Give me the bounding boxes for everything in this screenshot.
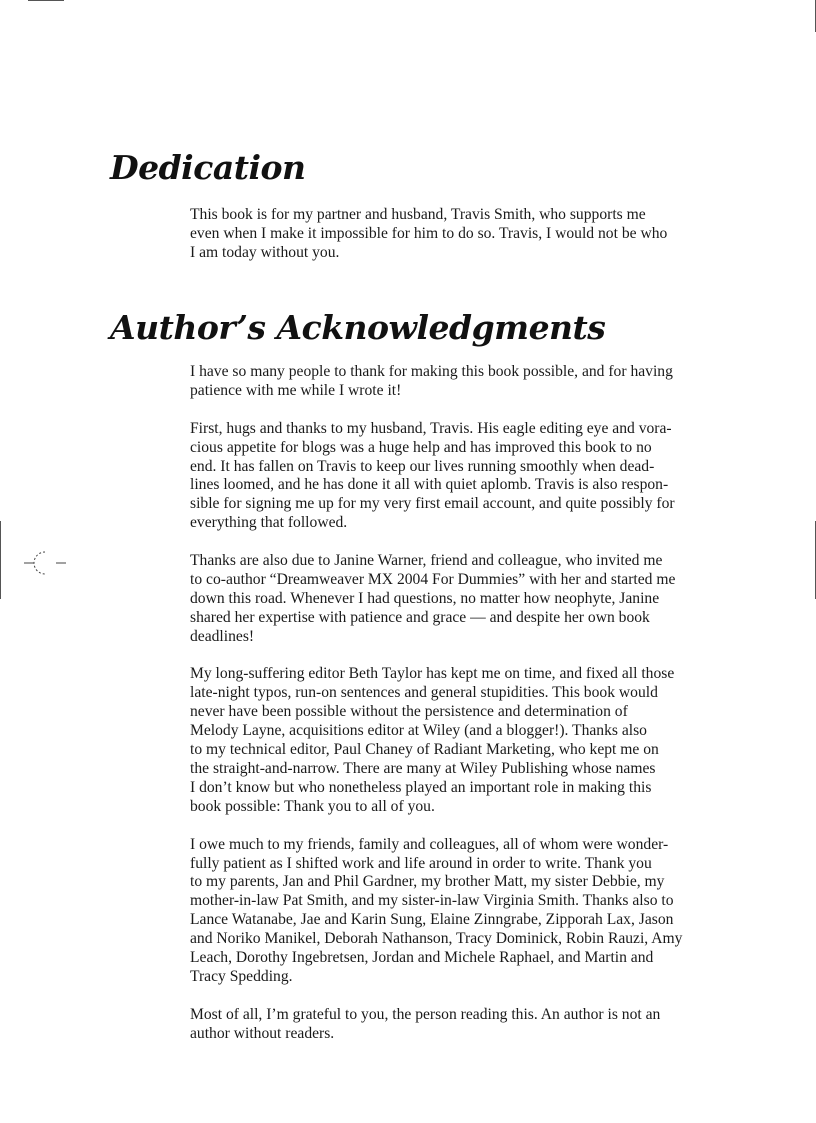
acknowledgments-heading: Author’s Acknowledgments: [110, 308, 606, 347]
text-line: I have so many people to thank for making this book possible, and for having: [190, 363, 673, 380]
text-line: Melody Layne, acquisitions editor at Wiley (and a blogger!). Thanks also: [190, 722, 647, 740]
text-line: the straight-and-narrow. There are many at Wiley Publishing whose names: [190, 759, 656, 777]
text-line: Tracy Spedding.: [190, 967, 293, 985]
text-line: everything that followed.: [190, 514, 348, 532]
text-line: even when I make it impossible for him to do so. Travis, I would not be who: [190, 224, 668, 242]
text-line: cious appetite for blogs was a huge help and has improved this book to no: [190, 438, 652, 456]
dedication-text: [190, 206, 706, 263]
text-line: mother-in-law Pat Smith, and my sister-in-law Virginia Smith. Thanks also to: [190, 892, 674, 910]
text-line: to my technical editor, Paul Chaney of Radiant Marketing, who kept me on: [190, 741, 659, 759]
text-line: I owe much to my friends, family and colleagues, all of whom were wonder-: [190, 835, 669, 853]
text-line: lines loomed, and he has done it all with quiet aplomb. Travis is also respon-: [190, 476, 669, 494]
paragraph: [190, 363, 706, 401]
text-line: fully patient as I shifted work and life around in order to write. Thank you: [190, 854, 652, 872]
text-line: down this road. Whenever I had questions, no matter how neophyte, Janine: [190, 589, 660, 607]
text-line: sible for signing me up for my very first email account, and quite possibly for: [190, 495, 675, 513]
paragraph: [190, 665, 706, 816]
acknowledgments-text: [190, 363, 706, 1044]
text-line: shared her expertise with patience and grace — and despite her own book: [190, 608, 650, 626]
paragraph: [190, 836, 706, 987]
text-line: First, hugs and thanks to my husband, Travis. His eagle editing eye and vora-: [190, 419, 672, 437]
text-line: Most of all, I’m grateful to you, the person reading this. An author is not an: [190, 1005, 661, 1023]
text-line: late-night typos, run-on sentences and general stupidities. This book would: [190, 684, 658, 702]
text-line: I don’t know but who nonetheless played an important role in making this: [190, 778, 652, 796]
crop-mark-top: [28, 0, 64, 1]
paragraph: [190, 1006, 706, 1044]
text-line: author without readers.: [190, 1024, 335, 1042]
paragraph: [190, 420, 706, 533]
paragraph: [190, 552, 706, 647]
text-line: deadlines!: [190, 627, 255, 645]
dedication-heading: Dedication: [110, 148, 306, 187]
text-line: Leach, Dorothy Ingebretsen, Jordan and Michele Raphael, and Martin and: [190, 949, 654, 967]
text-line: I am today without you.: [190, 243, 340, 261]
text-line: book possible: Thank you to all of you.: [190, 797, 435, 815]
text-line: patience with me while I wrote it!: [190, 381, 402, 399]
text-line: to co-author “Dreamweaver MX 2004 For Dummies” with her and started me: [190, 570, 676, 588]
text-line: end. It has fallen on Travis to keep our lives running smoothly when dead-: [190, 457, 655, 475]
registration-mark-icon: [24, 550, 66, 576]
text-line: and Noriko Manikel, Deborah Nathanson, Tracy Dominick, Robin Rauzi, Amy: [190, 930, 683, 948]
paragraph: [190, 206, 706, 263]
text-line: never have been possible without the persistence and determination of: [190, 703, 628, 721]
text-line: Thanks are also due to Janine Warner, friend and colleague, who invited me: [190, 552, 663, 570]
text-line: My long-suffering editor Beth Taylor has kept me on time, and fixed all those: [190, 665, 675, 683]
margin-bar-left: [0, 521, 1, 599]
text-line: Lance Watanabe, Jae and Karin Sung, Elaine Zinngrabe, Zipporah Lax, Jason: [190, 911, 674, 929]
text-line: to my parents, Jan and Phil Gardner, my brother Matt, my sister Debbie, my: [190, 873, 665, 891]
text-line: This book is for my partner and husband, Travis Smith, who supports me: [190, 206, 646, 223]
